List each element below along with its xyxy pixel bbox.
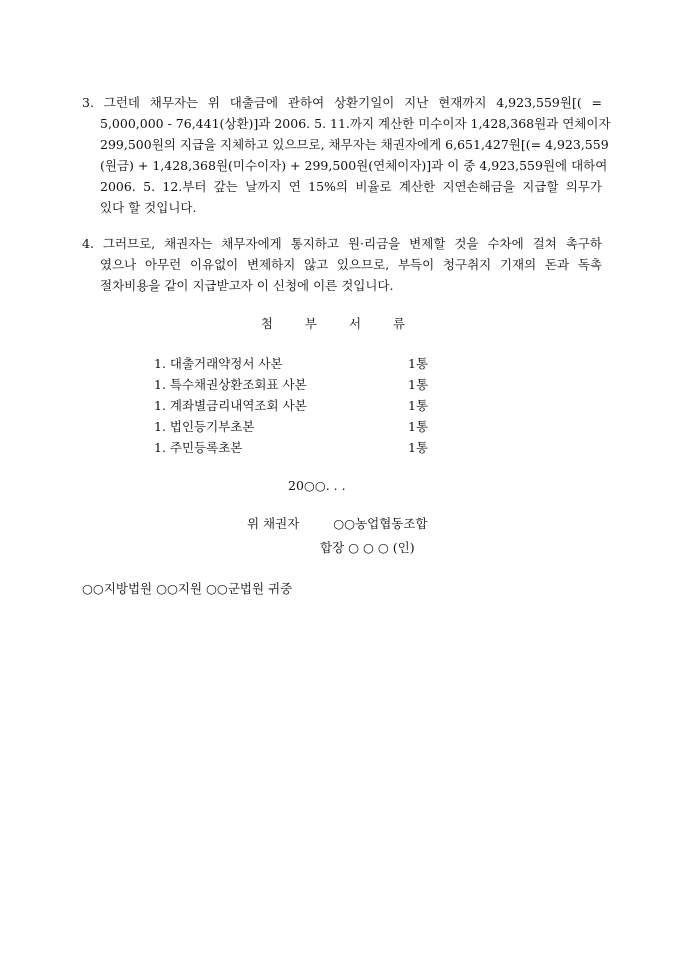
paragraph-3 bbox=[82, 92, 611, 218]
attachment-label: 1. 계좌별금리내역조회 사본 bbox=[154, 398, 307, 413]
attachment-count: 1통 bbox=[408, 398, 429, 413]
document-date: 20○○. . . bbox=[288, 478, 346, 493]
attachment-label: 1. 특수채권상환조회표 사본 bbox=[154, 377, 307, 392]
creditor-line bbox=[247, 514, 428, 532]
attachment-item bbox=[154, 395, 454, 416]
paragraph-line: 있다 할 것입니다. bbox=[100, 200, 197, 215]
paragraph-line: 299,500원의 지급을 지체하고 있으므로, 채무자는 채권자에게 6,651,427원[(= 4,923,559 bbox=[100, 137, 609, 152]
paragraph-line: (원금) + 1,428,368원(미수이자) + 299,500원(연체이자)]과 이 중 4,923,559원에 대하여 bbox=[100, 158, 608, 173]
attachment-count: 1통 bbox=[408, 377, 429, 392]
attachments-list bbox=[154, 353, 454, 458]
attachment-item bbox=[154, 416, 454, 437]
attachment-count: 1통 bbox=[408, 419, 429, 434]
attachment-label: 1. 주민등록초본 bbox=[154, 440, 243, 455]
creditor-org: ○○농업협동조합 bbox=[333, 516, 428, 531]
paragraph-line: 절차비용을 같이 지급받고자 이 신청에 이른 것입니다. bbox=[100, 278, 394, 293]
attachment-item bbox=[154, 374, 454, 395]
attachment-count: 1통 bbox=[408, 440, 429, 455]
paragraph-4 bbox=[82, 233, 602, 296]
attachment-item bbox=[154, 437, 454, 458]
court-addressee: ○○지방법원 ○○지원 ○○군법원 귀중 bbox=[82, 581, 293, 596]
creditor-label: 위 채권자 bbox=[247, 516, 300, 531]
attachment-label: 1. 대출거래약정서 사본 bbox=[154, 356, 283, 371]
paragraph-line: 5,000,000 - 76,441(상환)]과 2006. 5. 11.까지 계산한 미수이자 1,428,368원과 연체이자 bbox=[100, 116, 611, 131]
paragraph-line: 2006. 5. 12.부터 갚는 날까지 연 15%의 비율로 계산한 지연손해금을 지급할 의무가 bbox=[100, 179, 602, 194]
attachment-label: 1. 법인등기부초본 bbox=[154, 419, 255, 434]
attachment-item bbox=[154, 353, 454, 374]
paragraph-line: 3. 그런데 채무자는 위 대출금에 관하여 상환기일이 지난 현재까지 4,923,559원[( = bbox=[82, 95, 602, 110]
attachment-count: 1통 bbox=[408, 356, 429, 371]
creditor-representative: 합장 ○ ○ ○ (인) bbox=[320, 540, 415, 555]
paragraph-line: 4. 그러므로, 채권자는 채무자에게 통지하고 원·리금을 변제할 것을 수차에 걸쳐 촉구하 bbox=[82, 236, 602, 251]
attachments-heading: 첨 부 서 류 bbox=[260, 316, 420, 331]
paragraph-line: 였으나 아무런 이유없이 변제하지 않고 있으므로, 부득이 청구취지 기재의 돈과 독촉 bbox=[100, 257, 602, 272]
